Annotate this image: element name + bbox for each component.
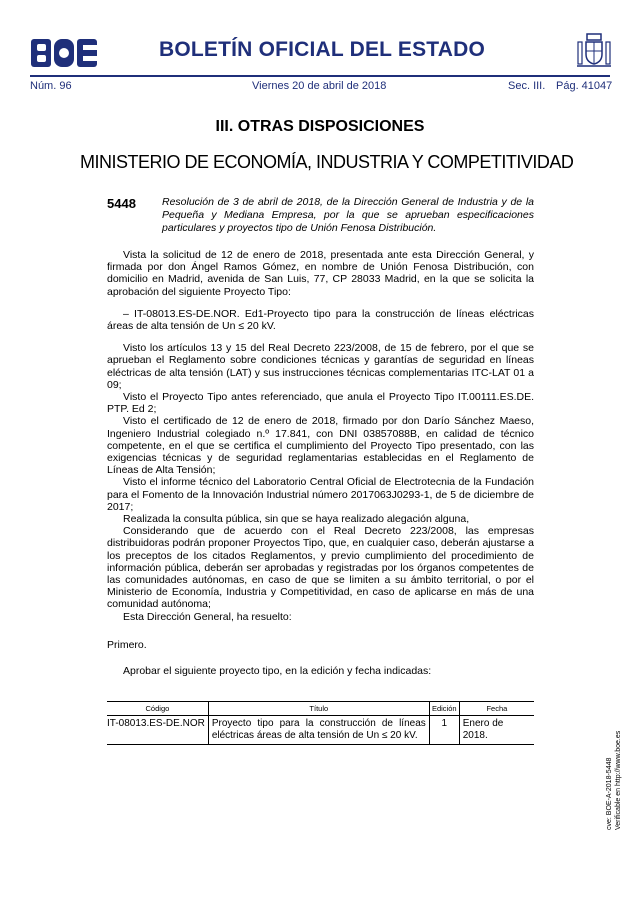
cell-code: IT-08013.ES-DE.NOR xyxy=(107,716,208,745)
list-item: – IT-08013.ES-DE.NOR. Ed1-Proyecto tipo para la construcción de líneas eléctricas áreas de alta tensión de Un ≤ 20 kV. xyxy=(107,307,534,333)
cell-edition: 1 xyxy=(429,716,459,745)
page-number: Pág. 41047 xyxy=(556,80,613,92)
section-label: Sec. III. xyxy=(508,80,546,92)
column-header: Fecha xyxy=(459,702,534,716)
issue-date: Viernes 20 de abril de 2018 xyxy=(252,80,387,92)
header-rule xyxy=(30,75,610,77)
cve-code: cve: BOE-A-2018-5448 xyxy=(606,757,613,830)
column-header: Código xyxy=(107,702,208,716)
paragraph: Aprobar el siguiente proyecto tipo, en la edición y fecha indicadas: xyxy=(123,665,432,678)
article-heading: Primero. xyxy=(107,638,147,651)
verification-link[interactable]: Verificable en http://www.boe.es xyxy=(615,730,622,830)
cell-date: Enero de 2018. xyxy=(459,716,534,745)
paragraph: Visto el informe técnico del Laboratorio Central Oficial de Electrotecnia de la Fundación para el Fomento de la Innovación Industrial número 2017063J0293-1, de 5 de diciembre de 2017; xyxy=(107,476,534,513)
resolution-number: 5448 xyxy=(107,196,136,211)
body-text xyxy=(107,249,534,677)
paragraph: Considerando que de acuerdo con el Real Decreto 223/2008, las empresas distribuidoras podrán proponer Proyectos Tipo, que, en cualquier caso, deberán ajustarse a los preceptos de los citados Reglamentos, y previo cumplimiento del procedimiento de información pública, deberán ser aprobadas y registradas por los órganos competentes de las comunidades autónomas, en caso de que se limiten a su ámbito territorial, o por el Ministerio de Economía, Industria y Competitividad, en caso de aplicarse en más de una comunidad autónoma; xyxy=(107,525,534,611)
section-title: III. OTRAS DISPOSICIONES xyxy=(215,118,425,135)
side-verification xyxy=(604,730,626,830)
paragraph: Visto el Proyecto Tipo antes referenciado, que anula el Proyecto Tipo IT.00111.ES.DE. PTP. Ed 2; xyxy=(107,391,534,416)
column-header: Título xyxy=(208,702,429,716)
table-row xyxy=(107,716,534,745)
ministry-title: MINISTERIO DE ECONOMÍA, INDUSTRIA Y COMPETITIVIDAD xyxy=(80,152,574,172)
paragraph: Vista la solicitud de 12 de enero de 2018, presentada ante esta Dirección General, y firmada por don Ángel Ramos Gómez, en nombre de Unión Fenosa Distribución, con domicilio en Madrid, avenida de San Luis, 77, CP 28033 Madrid, en la que se solicita la aprobación del siguiente Proyecto Tipo: xyxy=(107,249,534,298)
table-header-row xyxy=(107,702,534,716)
paragraph: Realizada la consulta pública, sin que se haya realizado alegación alguna, xyxy=(123,513,470,526)
paragraph: Visto los artículos 13 y 15 del Real Decreto 223/2008, de 15 de febrero, por el que se aprueban el Reglamento sobre condiciones técnicas y garantías de seguridad en líneas eléctricas de alta tensión (LAT) y sus instrucciones técnicas complementarias ITC-LAT 01 a 09; xyxy=(107,342,534,391)
issue-number: Núm. 96 xyxy=(30,80,72,92)
boe-logo xyxy=(30,38,98,68)
paragraph: Esta Dirección General, ha resuelto: xyxy=(123,610,292,623)
column-header: Edición xyxy=(429,702,459,716)
paragraph: Visto el certificado de 12 de enero de 2018, firmado por don Darío Sánchez Maeso, Ingeniero Industrial colegiado n.º 17.841, con DNI 03857088B, en calidad de técnico competente, en el que se certifica el cumplimiento del Proyecto Tipo presentado, con las exigencias técnicas y de seguridad reglamentarias establecidas en el Reglamento de Líneas de Alta Tensión; xyxy=(107,415,534,477)
project-table xyxy=(107,701,534,745)
cell-title: Proyecto tipo para la construcción de líneas eléctricas áreas de alta tensión de Un ≤ 20 kV. xyxy=(208,716,429,745)
coat-of-arms-icon xyxy=(574,30,614,70)
header-title: BOLETÍN OFICIAL DEL ESTADO xyxy=(158,38,486,61)
resolution-summary: Resolución de 3 de abril de 2018, de la Dirección General de Industria y de la Pequeña y Mediana Empresa, por la que se aprueban especificaciones particulares y proyectos tipo de Unión Fenosa Distribución. xyxy=(162,196,534,234)
